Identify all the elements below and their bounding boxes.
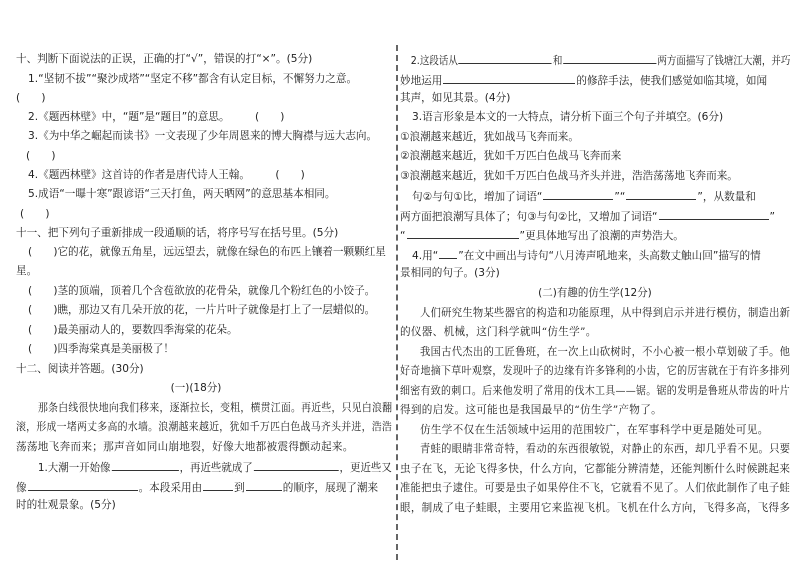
q3-blank-4[interactable] (407, 227, 519, 239)
q2-blank-2[interactable] (563, 52, 656, 64)
q10-item-3: 3.《为中华之崛起而读书》一文表现了少年周恩来的博大胸襟与远大志向。 (28, 130, 378, 142)
passage2-line-9: 虫子在飞，无论飞得多快，什么方向，它都能分辨清楚，还能判断什么时候跳起来 (400, 463, 791, 475)
q1-line-1 (26, 459, 392, 475)
q3-text-c: ”，从数量和 (697, 191, 756, 203)
passage2-title: (二)有趣的仿生学(12分) (538, 287, 652, 299)
q3-fill-line-3 (400, 227, 684, 243)
q2-line-1 (400, 52, 790, 68)
q10-answer-3[interactable]: ( ) (26, 150, 56, 162)
q10-answer-2[interactable]: ( ) (254, 111, 285, 123)
q2-text-d: 妙地运用 (400, 75, 443, 87)
q2-text-b: 和 (552, 55, 563, 67)
q10-answer-1[interactable]: ( ) (16, 92, 46, 104)
passage2-line-11: 眼，制成了电子蛙眼，主要用它来监视飞机。飞机在什么方向，飞得多高，飞得多 (400, 502, 791, 514)
q3-line-1: 3.语言形象是本文的一大特点，请分析下面三个句子并填空。(6分) (412, 111, 724, 123)
q1-blank-1[interactable] (112, 459, 179, 471)
q1-text-d: 像 (16, 482, 27, 494)
q4-blank-mark[interactable] (439, 247, 457, 259)
q10-item-2-text: 2.《题西林壁》中，“题”是“题目”的意思。 (28, 111, 230, 123)
q2-line-3: 其声，如见其景。(4分) (400, 92, 511, 104)
column-divider (396, 45, 398, 560)
q1-line-2 (16, 479, 378, 495)
q11-item-2: ( )茎的顶端，顶着几个含苞欲放的花骨朵，就像几个粉红色的小饺子。 (28, 285, 376, 297)
q12-heading: 十二、阅读并答题。(30分) (16, 363, 144, 375)
q10-item-1: 1.“坚韧不拔”“聚沙成塔”“坚定不移”都含有认定目标，不懈努力之意。 (28, 73, 358, 85)
q2-line-2 (400, 72, 767, 88)
passage2-line-2: 的仪器、机械，这门科学就叫“仿生学”。 (400, 326, 597, 338)
q10-answer-4[interactable]: ( ) (275, 169, 305, 181)
passage1-title: (一)(18分) (170, 382, 222, 394)
q11-item-1-cont: 星。 (16, 265, 38, 277)
q4-text-a: 4.用“ (412, 250, 439, 262)
q1-text-c: ，更近些又 (339, 462, 392, 474)
q4-text-b: ”在文中画出与诗句“八月涛声吼地来，头高数丈触山回”描写的情 (458, 250, 761, 262)
q11-item-4: ( )最美丽动人的，要数四季海棠的花朵。 (28, 324, 238, 336)
passage2-line-4: 好奇地摘下草叶观察，发现叶子的边缘有许多锋利的小齿，它的厉害就在于有许多排列 (400, 365, 790, 377)
q1-blank-3[interactable] (28, 479, 138, 491)
q1-blank-2[interactable] (254, 459, 339, 471)
q3-text-f: “ (400, 230, 406, 242)
q3-fill-line-1 (400, 188, 756, 204)
passage2-line-1: 人们研究生物某些器官的构造和功能原理，从中得到启示并进行模仿，制造出新 (420, 307, 791, 319)
q1-blank-4[interactable] (203, 479, 233, 491)
q2-text-a: 2.这段话从 (410, 55, 458, 67)
q3-text-b: ”“ (614, 191, 626, 203)
passage2-line-5: 细密有致的刺口。后来他发明了常用的伐木工具——锯。锯的发明是鲁班从带齿的叶片 (400, 385, 790, 397)
q3-text-g: ”更具体地写出了浪潮的声势浩大。 (519, 230, 684, 242)
q2-text-e: 的修辞手法，使我们感觉如临其境，如闻 (576, 75, 768, 87)
q10-item-4-text: 4.《题西林壁》这首诗的作者是唐代诗人王翰。 (28, 169, 250, 181)
q11-item-1: ( )它的花，就像五角星，远远望去，就像在绿色的布匹上镶着一颗颗红星 (28, 246, 386, 258)
q1-text-g: 的顺序，展现了潮来 (282, 482, 379, 494)
q11-heading: 十一、把下列句子重新排成一段通顺的话，将序号写在括号里。(5分) (16, 227, 339, 239)
passage2-line-7: 仿生学不仅在生活领域中运用的范围较广，在军事科学中更是随处可见。 (420, 424, 769, 436)
q2-text-c: 两方面描写了钱塘江大潮，并巧 (657, 55, 791, 67)
q3-text-a: 句②与句①比，增加了词语“ (412, 191, 543, 203)
passage1-line-3: 荡荡地飞奔而来；那声音如同山崩地裂，好像大地都被震得颤动起来。 (16, 441, 354, 453)
q1-text-f: 到 (234, 482, 245, 494)
passage2-line-6: 得到的启发。这可能也是我国最早的“仿生学”产物了。 (400, 404, 662, 416)
q2-blank-3[interactable] (443, 72, 575, 84)
q1-text-e: 。本段采用由 (138, 482, 203, 494)
q10-item-2 (16, 110, 284, 124)
q10-heading: 十、判断下面说法的正误，正确的打“√”，错误的打“×”。(5分) (16, 53, 313, 65)
q3-text-e: ” (769, 211, 776, 223)
q3-sentence-2: ②浪潮越来越近，犹如千万匹白色战马飞奔而来 (400, 150, 622, 162)
q10-answer-5[interactable]: ( ) (20, 208, 50, 220)
passage1-line-2: 滚，形成一堵两丈多高的水墙。浪潮越来越近，犹如千万匹白色战马齐头并进，浩浩 (16, 421, 393, 433)
passage2-line-8: 青蛙的眼睛非常奇特，看动的东西很敏锐，对静止的东西，却几乎看不见。只要 (420, 443, 791, 455)
q1-text-b: ，再近些就成了 (179, 462, 253, 474)
q3-blank-1[interactable] (543, 188, 613, 200)
q1-blank-5[interactable] (246, 479, 282, 491)
q3-blank-2[interactable] (626, 188, 696, 200)
passage1-line-1: 那条白线很快地向我们移来，逐渐拉长，变粗，横贯江面。再近些，只见白浪翻 (38, 402, 393, 414)
passage2-line-3: 我国古代杰出的工匠鲁班，在一次上山砍树时，不小心被一根小草划破了手。他 (420, 346, 791, 358)
passage2-line-10: 准能把虫子逮住。可要是虫子如果停住不飞，它就看不见了。人们依此制作了电子蛙 (400, 482, 791, 494)
q3-sentence-1: ①浪潮越来越近，犹如战马飞奔而来。 (400, 131, 579, 143)
q10-item-4 (16, 168, 305, 182)
q3-fill-line-2 (400, 208, 775, 224)
q11-item-3: ( )瞧，那边又有几朵开放的花，一片片叶子就像是打上了一层蜡似的。 (28, 304, 376, 316)
q3-text-d: 两方面把浪潮写具体了；句③与句②比，又增加了词语“ (400, 211, 658, 223)
q4-line-2: 景相同的句子。(3分) (400, 267, 500, 279)
q10-item-5: 5.成语“一曝十寒”跟谚语“三天打鱼，两天晒网”的意思基本相同。 (28, 188, 336, 200)
q3-blank-3[interactable] (659, 208, 769, 220)
q1-line-3: 时的壮观景象。(5分) (16, 499, 116, 511)
q2-blank-1[interactable] (459, 52, 552, 64)
q11-item-5: ( )四季海棠真是美丽极了！ (28, 343, 174, 355)
q3-sentence-3: ③浪潮越来越近，犹如千万匹白色战马齐头并进，浩浩荡荡地飞奔而来。 (400, 170, 738, 182)
q1-text-a: 1.大潮一开始像 (37, 462, 111, 474)
q4-line-1 (400, 247, 761, 263)
